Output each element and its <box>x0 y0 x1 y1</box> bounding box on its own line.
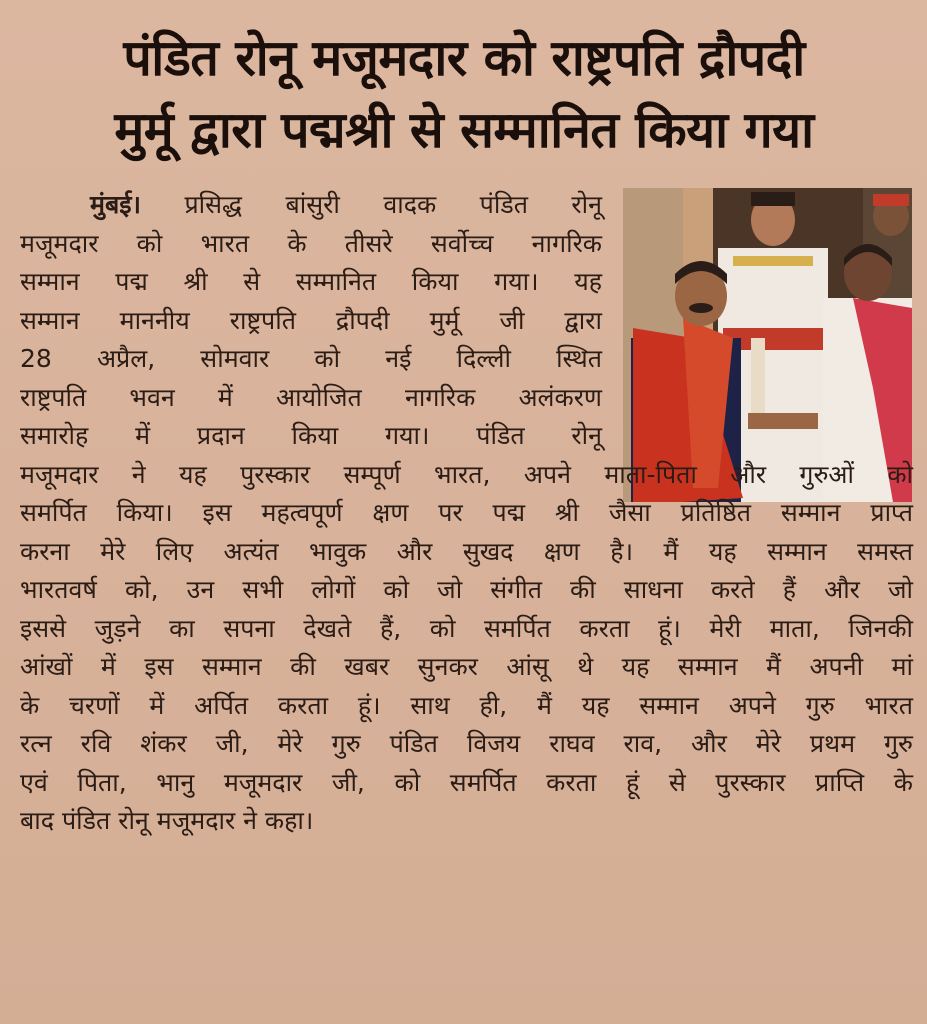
article-line: समारोह में प्रदान किया गया। पंडित रोनू <box>20 421 602 450</box>
article-line: आंखों में इस सम्मान की खबर सुनकर आंसू थे यह सम्मान मैं अपनी मां <box>20 652 913 681</box>
article-line: के चरणों में अर्पित करता हूं। साथ ही, मैं यह सम्मान अपने गुरु भारत <box>20 690 913 720</box>
article-line-text: प्रसिद्ध बांसुरी वादक पंडित रोनू <box>140 190 602 219</box>
article-line: 28 अप्रैल, सोमवार को नई दिल्ली स्थित <box>20 344 602 373</box>
article-line: समर्पित किया। इस महत्वपूर्ण क्षण पर पद्म श्री जैसा प्रतिष्ठित सम्मान प्राप्त <box>20 498 913 527</box>
article-line: मजूमदार ने यह पुरस्कार सम्पूर्ण भारत, अपने माता-पिता और गुरुओं को <box>20 459 913 489</box>
headline <box>14 22 914 166</box>
headline-line-1: पंडित रोनू मजूमदार को राष्ट्रपति द्रौपदी <box>123 29 805 87</box>
article-line <box>20 186 602 225</box>
article-line: मजूमदार को भारत के तीसरे सर्वोच्च नागरिक <box>20 228 602 258</box>
headline-line-2: मुर्मू द्वारा पद्मश्री से सम्मानित किया गया <box>114 101 814 159</box>
article-line: इससे जुड़ने का सपना देखते हैं, को समर्पित करता हूं। मेरी माता, जिनकी <box>20 613 913 643</box>
article-line: भारतवर्ष को, उन सभी लोगों को जो संगीत की साधना करते हैं और जो <box>20 575 913 604</box>
article-line: सम्मान माननीय राष्ट्रपति द्रौपदी मुर्मू जी द्वारा <box>20 305 602 335</box>
article-line: करना मेरे लिए अत्यंत भावुक और सुखद क्षण है। मैं यह सम्मान समस्त <box>20 536 913 566</box>
article-line: राष्ट्रपति भवन में आयोजित नागरिक अलंकरण <box>20 382 602 412</box>
article-line: रत्न रवि शंकर जी, मेरे गुरु पंडित विजय राघव राव, और मेरे प्रथम गुरु <box>20 729 913 758</box>
article-body <box>20 186 913 841</box>
article-line: बाद पंडित रोनू मजूमदार ने कहा। <box>20 806 314 835</box>
article-line: एवं पिता, भानु मजूमदार जी, को समर्पित करता हूं से पुरस्कार प्राप्ति के <box>20 767 913 797</box>
article-line: सम्मान पद्म श्री से सम्मानित किया गया। यह <box>20 267 602 296</box>
dateline: मुंबई। <box>90 190 141 219</box>
